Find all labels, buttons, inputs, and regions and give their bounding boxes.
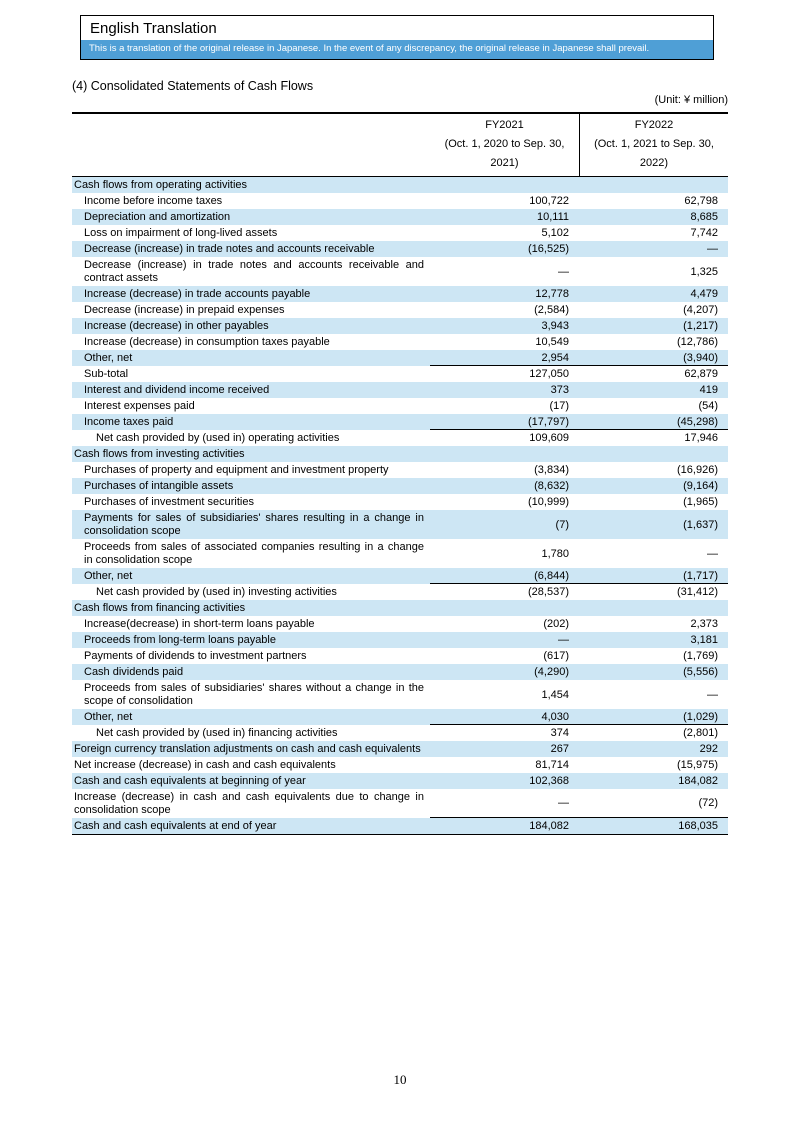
table-row bbox=[72, 225, 728, 241]
fy2021-value bbox=[430, 446, 579, 462]
row-label: Net increase (decrease) in cash and cash equivalents bbox=[74, 758, 336, 771]
row-label: Proceeds from sales of subsidiaries' shares without a change in the scope of consolidation bbox=[84, 681, 424, 707]
fy2022-value: (1,637) bbox=[683, 518, 718, 531]
fy2022-value: (16,926) bbox=[677, 464, 718, 476]
fy2021-value: (3,834) bbox=[534, 464, 569, 476]
table-row bbox=[72, 632, 728, 648]
fy2021-value: 10,111 bbox=[536, 211, 569, 223]
row-label: Proceeds from sales of associated companies resulting in a change in consolidation scope bbox=[84, 540, 424, 566]
table-row bbox=[72, 302, 728, 318]
fy2022-value: 4,479 bbox=[690, 288, 718, 300]
fy2021-value: (7) bbox=[555, 518, 569, 531]
fy2022-value: — bbox=[707, 547, 718, 560]
fy2022-value: 292 bbox=[699, 743, 718, 755]
fy2021-value: 184,082 bbox=[529, 820, 569, 832]
fy2022-value: 7,742 bbox=[690, 227, 718, 239]
fy2021-value: 374 bbox=[550, 727, 569, 739]
row-label: Income taxes paid bbox=[84, 415, 174, 428]
fy2021-value: (2,584) bbox=[534, 304, 569, 316]
fy2021-period-line1: (Oct. 1, 2020 to Sep. 30, bbox=[444, 138, 565, 150]
fy2021-value: (16,525) bbox=[528, 243, 569, 255]
fy2022-value: (3,940) bbox=[579, 350, 728, 366]
fy2022-value: (1,029) bbox=[579, 709, 728, 725]
column-header-fy2022 bbox=[579, 114, 728, 176]
row-label: Increase (decrease) in other payables bbox=[84, 319, 269, 332]
row-label: Increase (decrease) in cash and cash equivalents due to change in consolidation scope bbox=[74, 790, 424, 816]
fy2022-value: (9,164) bbox=[683, 480, 718, 492]
table-row bbox=[72, 741, 728, 757]
row-label: Foreign currency translation adjustments on cash and cash equivalents bbox=[74, 742, 421, 755]
fy2021-value: 102,368 bbox=[529, 775, 569, 787]
row-label: Purchases of intangible assets bbox=[84, 479, 234, 492]
table-row bbox=[72, 446, 728, 462]
table-row bbox=[72, 773, 728, 789]
fy2021-value: — bbox=[430, 789, 579, 818]
table-header bbox=[72, 114, 728, 177]
row-label: Interest and dividend income received bbox=[84, 383, 270, 396]
row-label: Decrease (increase) in trade notes and accounts receivable and contract assets bbox=[84, 258, 424, 284]
table-row bbox=[72, 539, 728, 568]
cash-flow-table bbox=[72, 112, 728, 835]
fy2021-value: 373 bbox=[550, 384, 569, 396]
fy2021-value: — bbox=[558, 265, 569, 278]
row-label: Payments of dividends to investment partners bbox=[84, 649, 307, 662]
row-label: Cash dividends paid bbox=[84, 665, 184, 678]
fy2021-value: 109,609 bbox=[529, 432, 569, 444]
fy2022-value: 17,946 bbox=[684, 432, 718, 444]
fy2022-value bbox=[579, 600, 728, 616]
fy2021-value: 12,778 bbox=[535, 288, 569, 300]
table-row bbox=[72, 350, 728, 366]
fy2021-value: (8,632) bbox=[534, 480, 569, 492]
table-body bbox=[72, 177, 728, 834]
table-row bbox=[72, 382, 728, 398]
row-label: Proceeds from long-term loans payable bbox=[84, 633, 276, 646]
row-label: Increase (decrease) in trade accounts payable bbox=[84, 287, 311, 300]
row-label: Income before income taxes bbox=[84, 194, 223, 207]
table-row bbox=[72, 193, 728, 209]
fy2021-period-line2: 2021) bbox=[490, 157, 519, 169]
fy2021-value bbox=[430, 177, 579, 193]
fy2022-value: 62,798 bbox=[684, 195, 718, 207]
fy2022-value: — bbox=[707, 243, 718, 255]
fy2022-value: (2,801) bbox=[683, 727, 718, 739]
fy2021-value bbox=[430, 600, 579, 616]
fy2022-value: (45,298) bbox=[579, 414, 728, 430]
fy2022-value: (5,556) bbox=[683, 666, 718, 678]
table-row bbox=[72, 366, 728, 382]
fy2022-value: 2,373 bbox=[690, 618, 718, 630]
fy2022-value: (4,207) bbox=[683, 304, 718, 316]
fy2021-value: 3,943 bbox=[541, 320, 569, 332]
fy2021-value: 4,030 bbox=[430, 709, 579, 725]
fy2022-value: 168,035 bbox=[678, 820, 718, 832]
fy2021-value: 10,549 bbox=[535, 336, 569, 348]
fy2022-label: FY2022 bbox=[634, 119, 674, 131]
row-label: Cash and cash equivalents at end of year bbox=[74, 819, 277, 832]
table-row bbox=[72, 209, 728, 225]
row-label: Increase (decrease) in consumption taxes payable bbox=[84, 335, 330, 348]
table-row bbox=[72, 664, 728, 680]
table-row bbox=[72, 680, 728, 709]
table-row bbox=[72, 318, 728, 334]
table-row bbox=[72, 430, 728, 446]
fy2021-value: (17,797) bbox=[430, 414, 579, 430]
table-row bbox=[72, 616, 728, 632]
fy2021-value: 267 bbox=[550, 743, 569, 755]
row-label: Other, net bbox=[84, 351, 133, 364]
row-label: Net cash provided by (used in) investing activities bbox=[96, 585, 337, 598]
fy2022-value: (31,412) bbox=[677, 586, 718, 598]
table-row bbox=[72, 648, 728, 664]
page-number: 10 bbox=[393, 1072, 407, 1087]
table-row bbox=[72, 709, 728, 725]
column-header-fy2021 bbox=[430, 114, 579, 176]
row-label: Loss on impairment of long-lived assets bbox=[84, 226, 278, 239]
table-row bbox=[72, 494, 728, 510]
fy2021-value: 1,780 bbox=[541, 547, 569, 560]
fy2022-value: (1,217) bbox=[683, 320, 718, 332]
fy2022-value: (15,975) bbox=[677, 759, 718, 771]
fy2021-value: (6,844) bbox=[430, 568, 579, 584]
fy2022-value: 1,325 bbox=[690, 265, 718, 278]
column-header-items bbox=[72, 114, 430, 176]
row-label: Purchases of property and equipment and investment property bbox=[84, 463, 389, 476]
fy2021-value: 100,722 bbox=[529, 195, 569, 207]
fy2022-value: 8,685 bbox=[690, 211, 718, 223]
fy2022-value: (1,965) bbox=[683, 496, 718, 508]
table-row bbox=[72, 818, 728, 834]
fy2021-label: FY2021 bbox=[485, 119, 524, 131]
table-row bbox=[72, 725, 728, 741]
row-label: Purchases of investment securities bbox=[84, 495, 254, 508]
table-row bbox=[72, 334, 728, 350]
table-row bbox=[72, 257, 728, 286]
row-label: Cash and cash equivalents at beginning of year bbox=[74, 774, 306, 787]
table-row bbox=[72, 398, 728, 414]
row-label: Other, net bbox=[84, 710, 133, 723]
table-row bbox=[72, 584, 728, 600]
fy2022-period-line1: (Oct. 1, 2021 to Sep. 30, bbox=[594, 138, 714, 150]
translation-notice-disclaimer: This is a translation of the original release in Japanese. In the event of any discrepancy, the original release in Japanese shall prevail. bbox=[81, 40, 713, 59]
table-row bbox=[72, 241, 728, 257]
row-label: Other, net bbox=[84, 569, 133, 582]
row-label: Depreciation and amortization bbox=[84, 210, 231, 223]
fy2021-value: (202) bbox=[543, 618, 569, 630]
fy2022-value: 3,181 bbox=[690, 634, 718, 646]
fy2022-value: (1,717) bbox=[579, 568, 728, 584]
fy2021-value: (28,537) bbox=[528, 586, 569, 598]
section-heading: (4) Consolidated Statements of Cash Flows bbox=[72, 79, 314, 93]
unit-note: (Unit: ¥ million) bbox=[654, 94, 728, 106]
row-label: Cash flows from investing activities bbox=[74, 447, 245, 460]
table-row bbox=[72, 510, 728, 539]
translation-notice-title: English Translation bbox=[90, 20, 217, 37]
row-label: Payments for sales of subsidiaries' shares resulting in a change in consolidation scope bbox=[84, 511, 424, 537]
fy2021-value: (10,999) bbox=[528, 496, 569, 508]
table-row bbox=[72, 286, 728, 302]
table-row bbox=[72, 789, 728, 818]
table-row bbox=[72, 757, 728, 773]
fy2022-value: (1,769) bbox=[683, 650, 718, 662]
fy2022-value: 419 bbox=[699, 384, 718, 396]
table-row bbox=[72, 600, 728, 616]
table-row bbox=[72, 478, 728, 494]
fy2022-value: — bbox=[707, 688, 718, 701]
row-label: Net cash provided by (used in) operating activities bbox=[96, 431, 340, 444]
row-label: Decrease (increase) in trade notes and accounts receivable bbox=[84, 242, 375, 255]
translation-notice-box bbox=[80, 15, 714, 60]
fy2021-value: 81,714 bbox=[535, 759, 569, 771]
row-label: Cash flows from operating activities bbox=[74, 178, 248, 191]
fy2021-value: 2,954 bbox=[430, 350, 579, 366]
fy2022-value: (54) bbox=[698, 400, 718, 412]
fy2022-value: (72) bbox=[579, 789, 728, 818]
fy2021-value: (617) bbox=[543, 650, 569, 662]
fy2022-value bbox=[579, 177, 728, 193]
row-label: Interest expenses paid bbox=[84, 399, 195, 412]
table-row bbox=[72, 462, 728, 478]
fy2022-value: 62,879 bbox=[684, 368, 718, 380]
row-label: Sub-total bbox=[84, 367, 129, 380]
fy2021-value: (17) bbox=[549, 400, 569, 412]
row-label: Net cash provided by (used in) financing activities bbox=[96, 726, 338, 739]
fy2021-value: (4,290) bbox=[534, 666, 569, 678]
table-row bbox=[72, 568, 728, 584]
table-row bbox=[72, 177, 728, 193]
fy2021-value: 1,454 bbox=[541, 688, 569, 701]
row-label: Cash flows from financing activities bbox=[74, 601, 246, 614]
fy2022-value bbox=[579, 446, 728, 462]
fy2022-period-line2: 2022) bbox=[639, 157, 669, 169]
fy2021-value: 127,050 bbox=[529, 368, 569, 380]
row-label: Increase(decrease) in short-term loans payable bbox=[84, 617, 315, 630]
fy2021-value: 5,102 bbox=[541, 227, 569, 239]
fy2022-value: 184,082 bbox=[678, 775, 718, 787]
fy2022-value: (12,786) bbox=[677, 336, 718, 348]
fy2021-value: — bbox=[558, 634, 569, 646]
table-row bbox=[72, 414, 728, 430]
row-label: Decrease (increase) in prepaid expenses bbox=[84, 303, 285, 316]
